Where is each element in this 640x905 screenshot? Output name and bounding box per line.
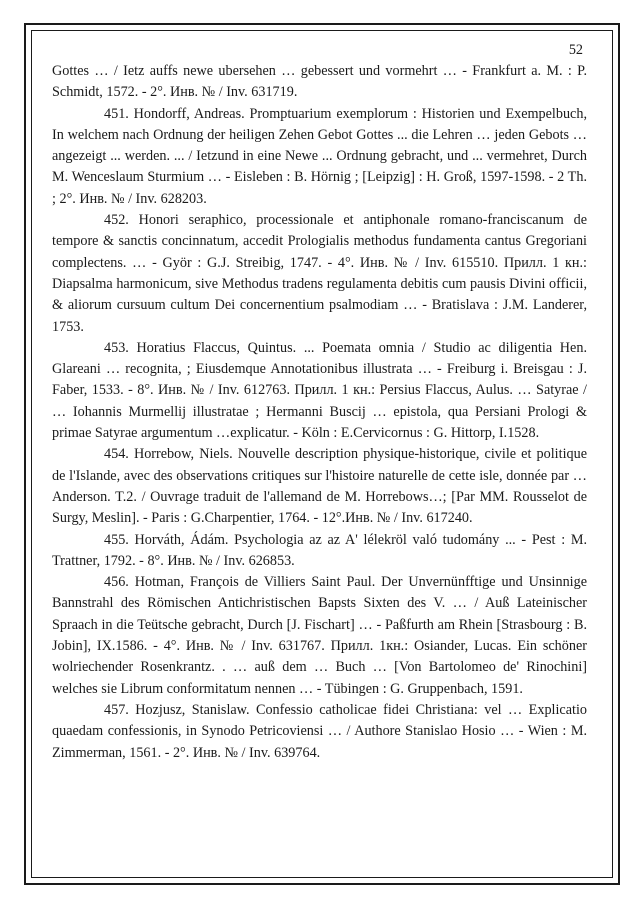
page-content bbox=[52, 40, 587, 764]
entry-457: 457. Hozjusz, Stanislaw. Confessio catholicae fidei Christiana: vel … Explicatio quaedam confessionis, in Synodo Petricoviensi … / Authore Stanislao Hosio … - Wien : M. Zimmerman, 1561. - 2°. Инв. № / Inv. 639764. bbox=[52, 701, 587, 761]
continuation-text: Gottes … / Ietz auffs newe ubersehen … gebessert und vormehrt … - Frankfurt a. M. : P. Schmidt, 1572. - 2°. Инв. № / Inv. 631719. bbox=[52, 63, 587, 101]
entry-455: 455. Horváth, Ádám. Psychologia az az A' lélekröl való tudomány ... - Pest : M. Trattner, 1792. - 8°. Инв. № / Inv. 626853. bbox=[52, 531, 587, 569]
entry-453: 453. Horatius Flaccus, Quintus. ... Poemata omnia / Studio ac diligentia Hen. Glareani … recognita, ; Eiusdemque Annotationibus illustrata … - Freiburg i. Breisgau : J. Faber, 1533. - 8°. Инв. № / Inv. 612763. Прилл. 1 кн.: Persius Flaccus, Aulus. … Satyrae / … Iohannis Murmellij illustratae ; Hermanni Buscij … epistola, qua Persiani Prologi & primae Satyrae argumentum …explicatur. - Köln : E.Cervicornus : G. Hittorp, I.1528. bbox=[52, 339, 587, 442]
entry-452: 452. Honori seraphico, processionale et antiphonale romano-franciscanum de tempore & sanctis concinnatum, accedit Prologialis methodus fundamenta cantus Gregoriani complectens. … - Györ : G.J. Streibig, 1747. - 4°. Инв. № / Inv. 615510. Прилл. 1 кн.: Diapsalma harmonicum, sive Methodus tradens regulamenta debitis cum pausis Divini officii, & aliorum cursuum cultum Dei concernentium psalmodiam … - Bratislava : J.M. Landerer, 1753. bbox=[52, 212, 587, 335]
entry-451: 451. Hondorff, Andreas. Promptuarium exemplorum : Historien und Exempelbuch, In welchem nach Ordnung der heiligen Zehen Gebot Gottes ... die Lehren … jeden Gebots … angezeigt ... werden. ... / Ietzund in eine Newe ... Ordnung gebracht, und ... vermehret, Durch M. Wenceslaum Sturmium … - Eisleben : B. Hörnig ; [Leipzig] : H. Groß, 1597-1598. - 2 Th. ; 2°. Инв. № / Inv. 628203. bbox=[52, 105, 587, 207]
entry-456: 456. Hotman, François de Villiers Saint Paul. Der Unvernünfftige und Unsinnige Bannstrahl des Römischen Antichristischen Bapsts Sixten des V. … / Auß Lateinischer Spraach in die Teütsche gebracht, Durch [J. Fischart] … - Paßfurth am Rhein [Strasbourg : B. Jobin], IX.1586. - 4°. Инв. № / Inv. 631767. Прилл. 1кн.: Osiander, Lucas. Ein schöner wolriechender Rosenkrantz. . … auß dem … Buch … [Von Bartolomeo de' Rinochini] welches sie Librum conformitatum nennen … - Tübingen : G. Gruppenbach, 1591. bbox=[52, 574, 587, 697]
entry-454: 454. Horrebow, Niels. Nouvelle description physique-historique, civile et politique de l'Islande, avec des observations critiques sur l'histoire naturelle de cette isle, donnée par … Anderson. T.2. / Ouvrage traduit de l'allemand de M. Horrebows…; [Par MM. Rousselot de Surgy, Meslin]. - Paris : G.Charpentier, 1764. - 12°.Инв. № / Inv. 617240. bbox=[52, 446, 587, 527]
page-number: 52 bbox=[568, 42, 583, 58]
